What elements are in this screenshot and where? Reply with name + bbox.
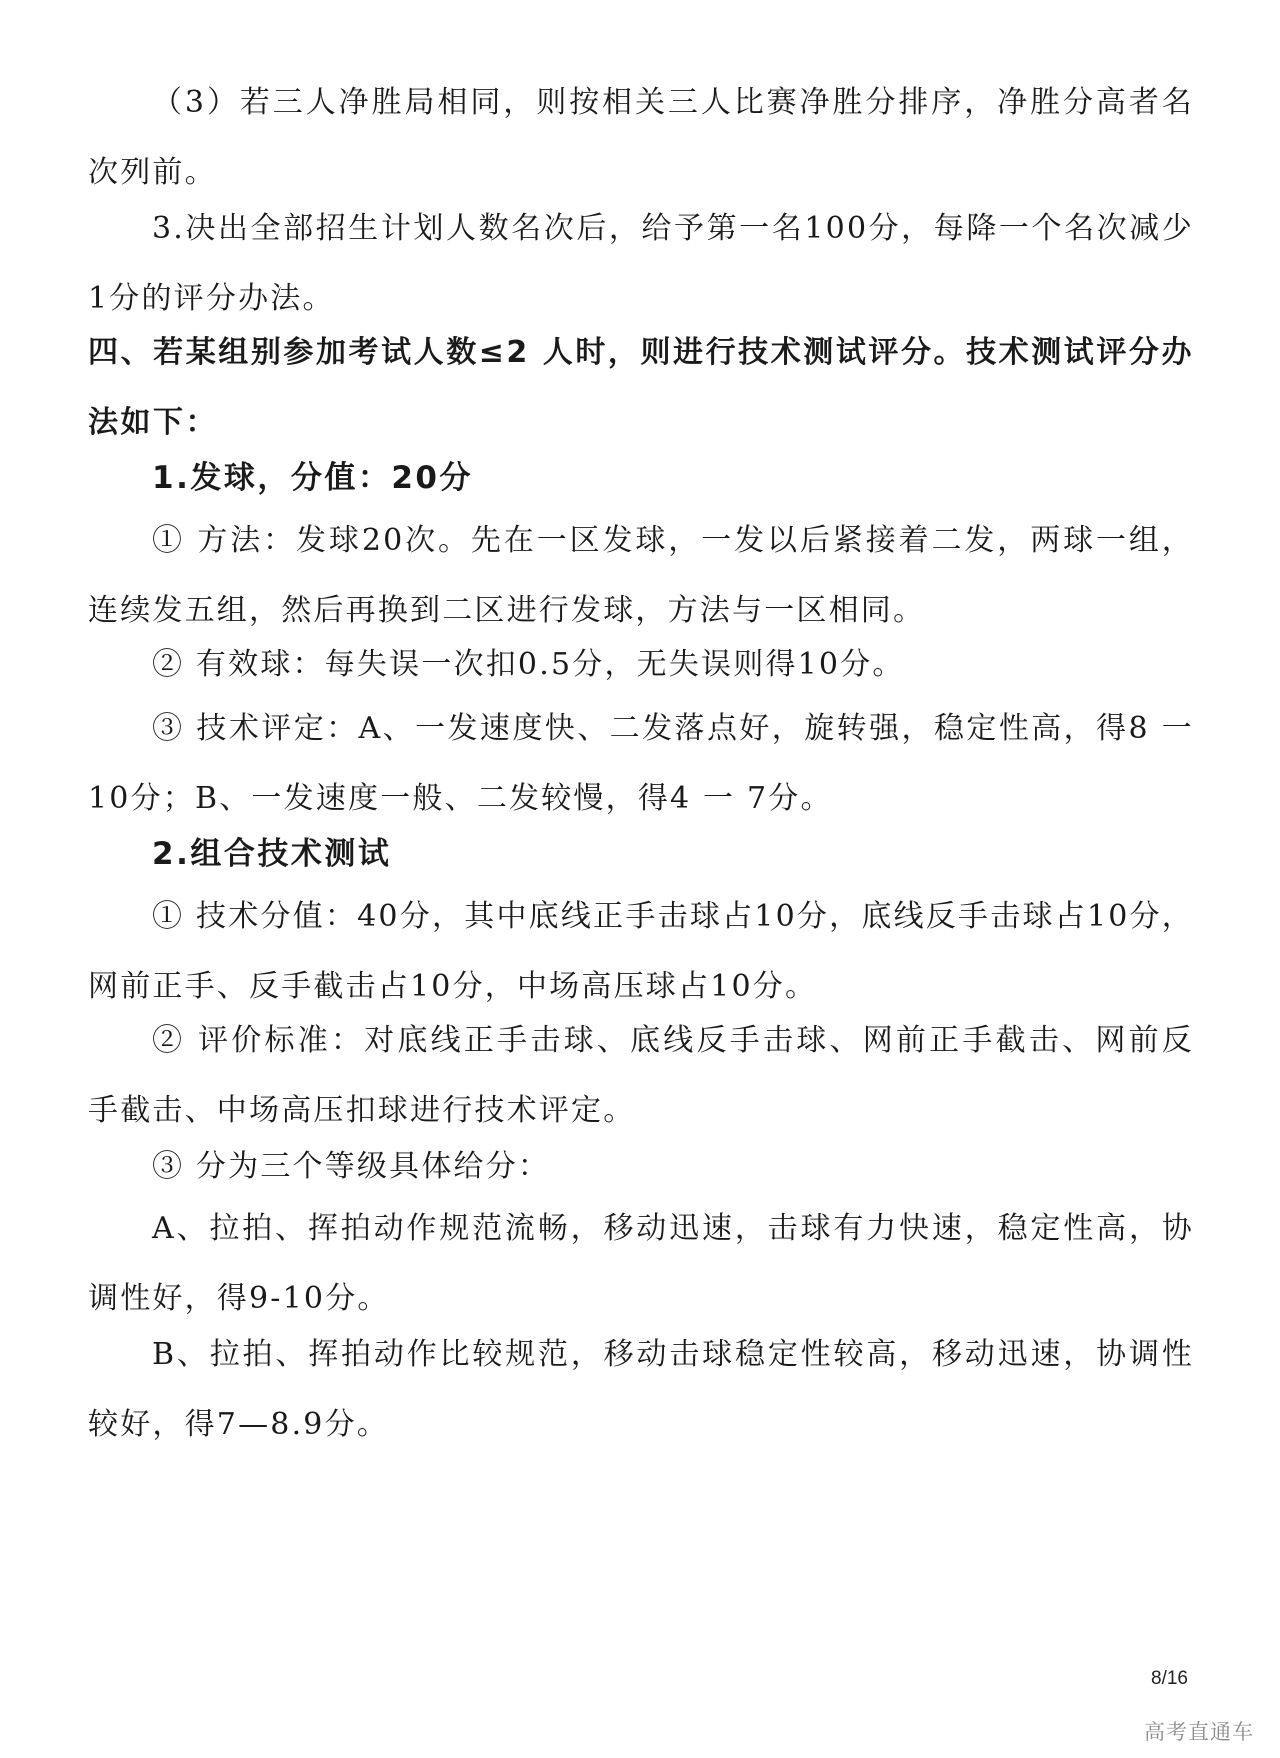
subheading-combined-test: 2.组合技术测试	[152, 836, 392, 872]
paragraph-tech-score: ① 技术分值：40分，其中底线正手击球占10分，底线反手击球占10分，网前正手、反手截击占10分，中场高压球占10分。	[88, 899, 1194, 1004]
subheading-serve: 1.发球，分值：20分	[152, 460, 473, 496]
paragraph-evaluation-criteria: ② 评价标准：对底线正手击球、底线反手击球、网前正手截击、网前反手截击、中场高压扣球进行技术评定。	[88, 1023, 1194, 1128]
paragraph-three-levels: ③ 分为三个等级具体给分：	[152, 1149, 551, 1184]
paragraph-scoring-method: 3.决出全部招生计划人数名次后，给予第一名100分，每降一个名次减少1分的评分办法。	[88, 211, 1194, 316]
paragraph-level-a: A、拉拍、挥拍动作规范流畅，移动迅速，击球有力快速，稳定性高，协调性好，得9-10分。	[88, 1211, 1194, 1316]
paragraph-tech-evaluation: ③ 技术评定：A、一发速度快、二发落点好，旋转强，稳定性高，得8 一 10分；B、一发速度一般、二发较慢，得4 一 7分。	[88, 711, 1194, 816]
page-number: 8/16	[1151, 1668, 1188, 1689]
paragraph-tiebreak-rule: （3）若三人净胜局相同，则按相关三人比赛净胜分排序，净胜分高者名次列前。	[88, 85, 1194, 190]
section-heading-4: 四、若某组别参加考试人数≤2 人时，则进行技术测试评分。技术测试评分办法如下：	[88, 335, 1194, 440]
paragraph-level-b: B、拉拍、挥拍动作比较规范，移动击球稳定性较高，移动迅速，协调性较好，得7—8.9分。	[88, 1337, 1194, 1442]
watermark-text: 高考直通车	[1144, 1720, 1254, 1744]
paragraph-valid-ball: ② 有效球：每失误一次扣0.5分，无失误则得10分。	[152, 647, 905, 682]
paragraph-serve-method: ① 方法：发球20次。先在一区发球，一发以后紧接着二发，两球一组，连续发五组，然后再换到二区进行发球，方法与一区相同。	[88, 523, 1194, 628]
